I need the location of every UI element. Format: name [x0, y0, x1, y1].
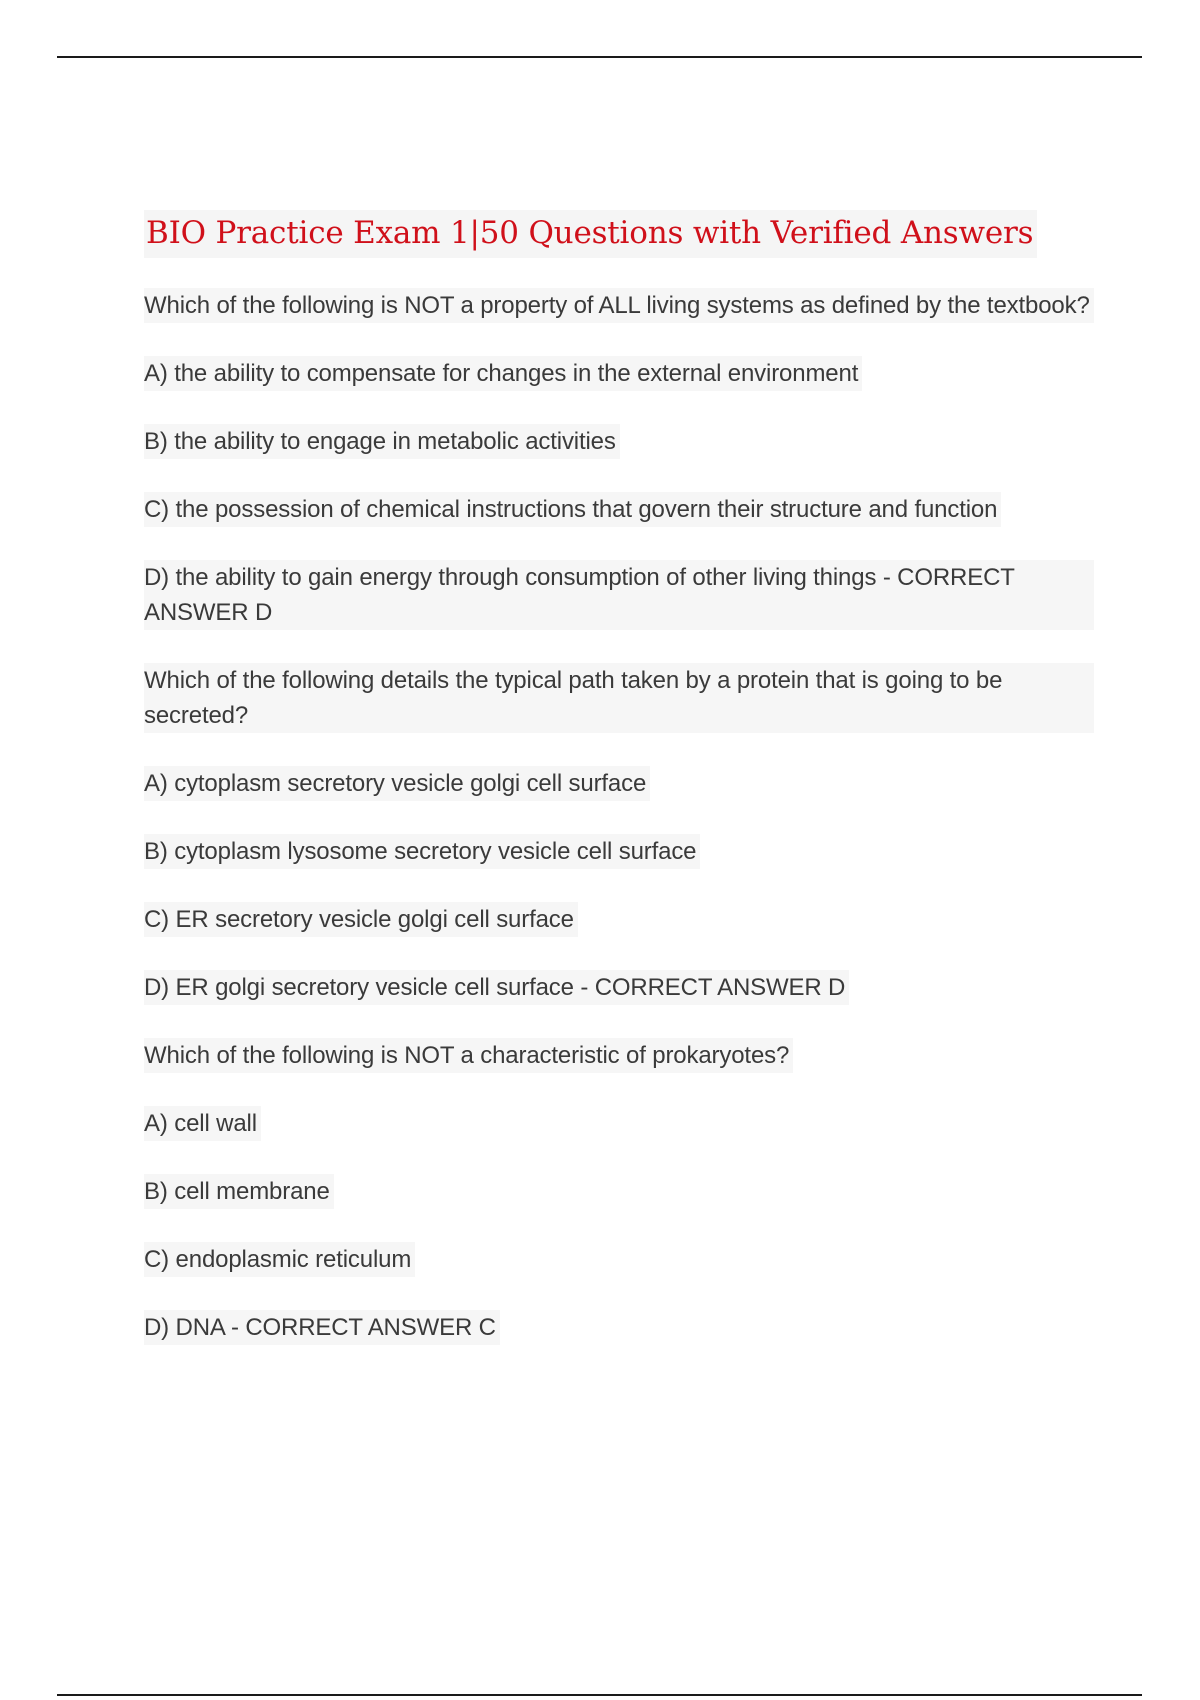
answer-option: C) ER secretory vesicle golgi cell surface	[144, 902, 578, 937]
answer-option: D) the ability to gain energy through consumption of other living things - CORRECT ANSWER D	[144, 560, 1094, 630]
answer-option: C) the possession of chemical instructions that govern their structure and function	[144, 492, 1001, 527]
question-1	[144, 288, 1094, 663]
answer-option: B) cell membrane	[144, 1174, 334, 1209]
document-body	[144, 210, 1094, 1378]
question-prompt: Which of the following is NOT a characteristic of prokaryotes?	[144, 1038, 793, 1073]
question-2	[144, 663, 1094, 1038]
question-prompt: Which of the following is NOT a property of ALL living systems as defined by the textbook?	[144, 288, 1094, 323]
header-rule	[57, 56, 1142, 58]
document-title: BIO Practice Exam 1|50 Questions with Verified Answers	[144, 210, 1037, 258]
footer-rule	[57, 1694, 1142, 1696]
answer-option: C) endoplasmic reticulum	[144, 1242, 415, 1277]
question-3	[144, 1038, 1094, 1378]
question-prompt: Which of the following details the typical path taken by a protein that is going to be secreted?	[144, 663, 1094, 733]
answer-option: D) DNA - CORRECT ANSWER C	[144, 1310, 500, 1345]
answer-option: A) cell wall	[144, 1106, 261, 1141]
answer-option: B) cytoplasm lysosome secretory vesicle cell surface	[144, 834, 700, 869]
answer-option: A) the ability to compensate for changes in the external environment	[144, 356, 862, 391]
answer-option: D) ER golgi secretory vesicle cell surface - CORRECT ANSWER D	[144, 970, 849, 1005]
answer-option: B) the ability to engage in metabolic activities	[144, 424, 620, 459]
answer-option: A) cytoplasm secretory vesicle golgi cell surface	[144, 766, 650, 801]
